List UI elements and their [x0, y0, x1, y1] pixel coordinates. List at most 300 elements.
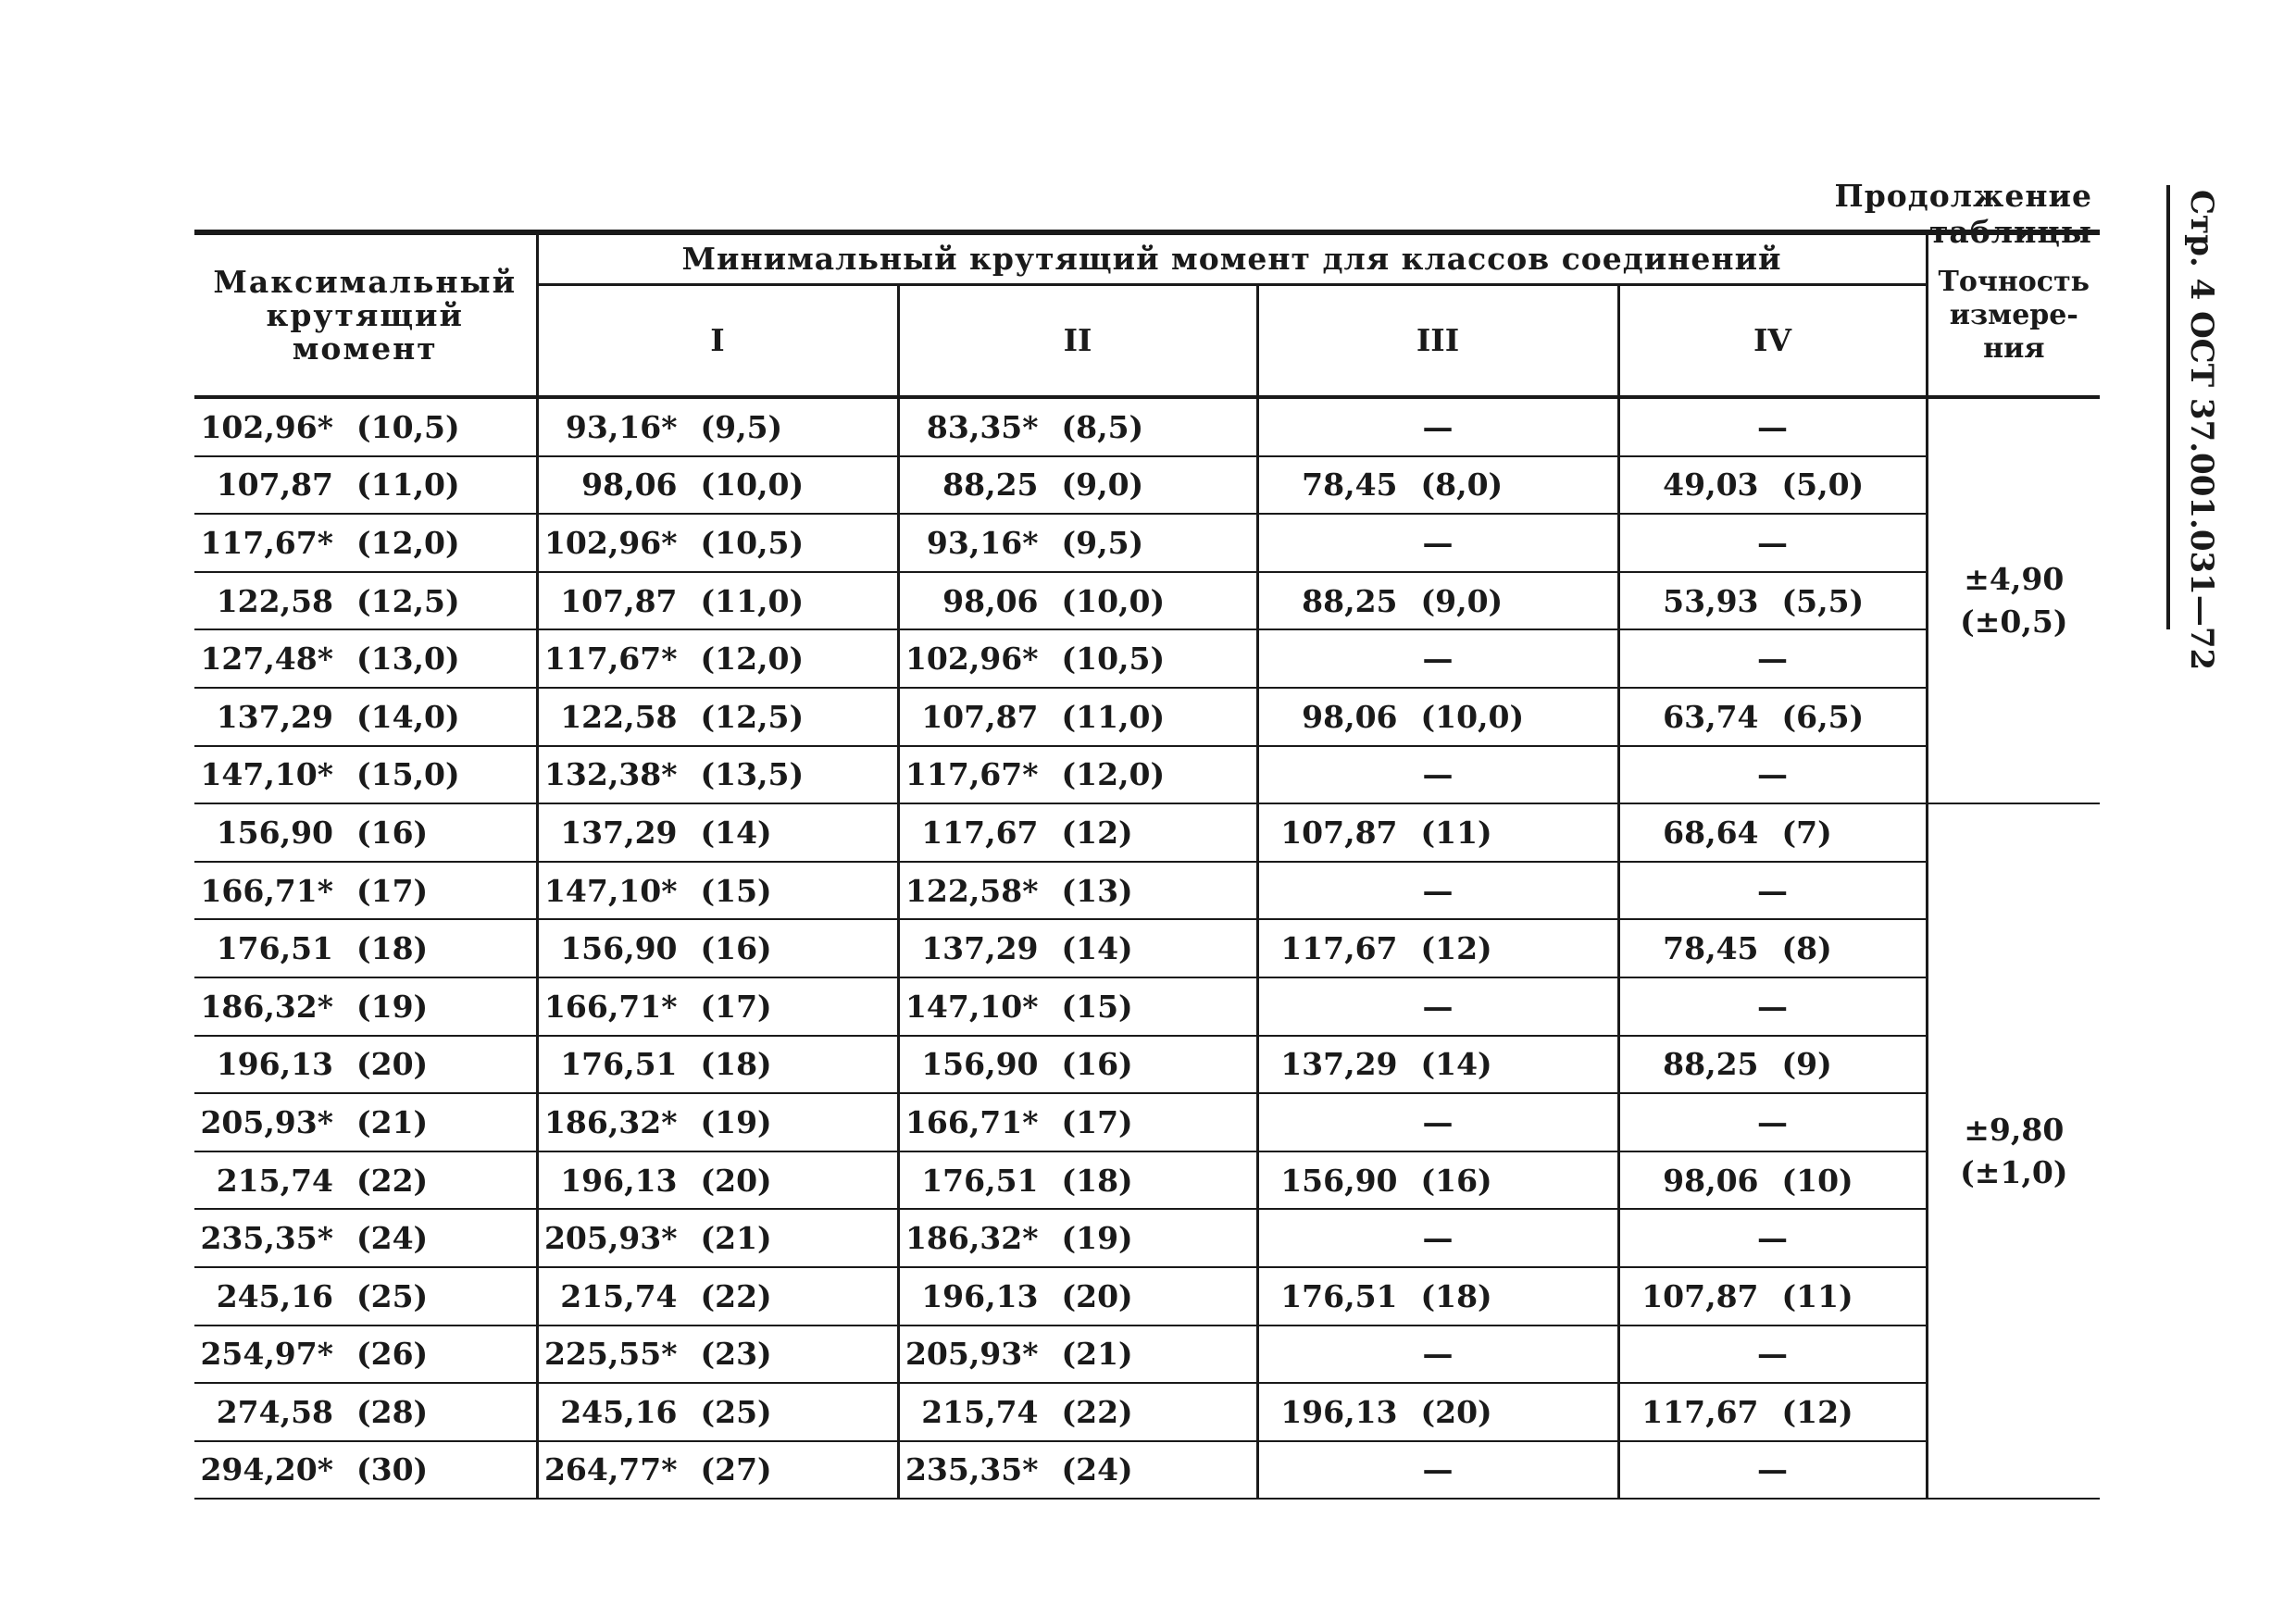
class-III-cell [1257, 1383, 1618, 1441]
kgf-meter-value: (23) [700, 1336, 772, 1373]
table-row [194, 1441, 2100, 1500]
value-pair [900, 699, 1256, 735]
newton-meter-value: 88,25 [942, 467, 1039, 504]
newton-meter-value: 215,74 [216, 1162, 333, 1199]
empty-dash: — [1422, 756, 1454, 793]
kgf-meter-value: (9) [1781, 1046, 1832, 1083]
value-pair [1259, 1046, 1617, 1082]
newton-meter-value: 93,16* [926, 524, 1039, 561]
class-II-cell [898, 1441, 1257, 1500]
value-pair [539, 641, 897, 677]
max-moment-cell [194, 688, 537, 746]
class-I-cell [537, 1151, 898, 1210]
newton-meter-value: 156,90 [216, 814, 333, 851]
newton-meter-value: 122,58 [216, 582, 333, 619]
value-pair [539, 1046, 897, 1082]
class-I-cell [537, 456, 898, 515]
class-II-cell [898, 1036, 1257, 1094]
newton-meter-value: 117,67 [1280, 930, 1398, 967]
class-III-cell [1257, 919, 1618, 977]
table-row [194, 803, 2100, 862]
table-row [194, 919, 2100, 977]
table-row [194, 746, 2100, 804]
value-pair [1620, 1163, 1926, 1199]
value-pair [539, 1278, 897, 1314]
class-II-cell [898, 977, 1257, 1036]
newton-meter-value: 107,87 [560, 582, 678, 619]
newton-meter-value: 49,03 [1663, 467, 1759, 504]
newton-meter-value: 196,13 [560, 1162, 678, 1199]
value-pair [1259, 699, 1617, 735]
kgf-meter-value: (18) [356, 930, 429, 967]
kgf-meter-value: (10,5) [356, 408, 460, 445]
class-I-cell [537, 1383, 898, 1441]
max-moment-cell [194, 1151, 537, 1210]
value-pair [194, 930, 536, 966]
value-pair [539, 930, 897, 966]
class-I-cell [537, 1326, 898, 1384]
newton-meter-value: 107,87 [921, 698, 1039, 735]
newton-meter-value: 127,48* [200, 641, 333, 678]
class-IV-cell [1618, 746, 1927, 804]
kgf-meter-value: (18) [700, 1046, 772, 1083]
kgf-meter-value: (5,0) [1781, 467, 1865, 504]
class-III-cell [1257, 746, 1618, 804]
value-pair [900, 1163, 1256, 1199]
class-III-cell [1257, 572, 1618, 630]
kgf-meter-value: (11) [1420, 814, 1492, 851]
kgf-meter-value: (10,5) [700, 524, 805, 561]
value-pair [539, 699, 897, 735]
kgf-meter-value: (22) [356, 1162, 429, 1199]
newton-meter-value: 78,45 [1663, 930, 1759, 967]
newton-meter-value: 166,71* [905, 1103, 1039, 1140]
kgf-meter-value: (25) [356, 1277, 429, 1314]
class-II-cell [898, 1326, 1257, 1384]
class-III-cell [1257, 1267, 1618, 1326]
class-III-cell [1257, 688, 1618, 746]
class-I-cell [537, 397, 898, 456]
newton-meter-value: 68,64 [1663, 814, 1759, 851]
value-pair [1259, 1278, 1617, 1314]
newton-meter-value: 176,51 [560, 1046, 678, 1083]
newton-meter-value: 294,20* [200, 1451, 333, 1488]
table-row [194, 977, 2100, 1036]
accuracy-cell [1927, 803, 2100, 1499]
newton-meter-value: 186,32* [200, 988, 333, 1025]
class-IV-cell [1618, 1383, 1927, 1441]
value-pair [539, 1394, 897, 1430]
max-moment-cell [194, 397, 537, 456]
value-pair [194, 1104, 536, 1140]
value-pair [1259, 1163, 1617, 1199]
class-III-cell [1257, 803, 1618, 862]
class-I-cell [537, 746, 898, 804]
kgf-meter-value: (16) [1061, 1046, 1133, 1083]
class-IV-cell [1618, 862, 1927, 920]
class-I-cell [537, 629, 898, 688]
value-pair [900, 1451, 1256, 1487]
table-row [194, 397, 2100, 456]
class-III-header: III [1257, 285, 1618, 398]
value-pair [539, 409, 897, 445]
value-pair [1259, 467, 1617, 503]
value-pair [539, 467, 897, 503]
class-III-cell [1257, 977, 1618, 1036]
newton-meter-value: 88,25 [1302, 582, 1398, 619]
value-pair [194, 1278, 536, 1314]
value-pair [900, 756, 1256, 792]
empty-dash: — [1757, 1103, 1789, 1140]
kgf-meter-value: (14) [1061, 930, 1133, 967]
max-moment-cell [194, 1326, 537, 1384]
newton-meter-value: 156,90 [560, 930, 678, 967]
value-pair [539, 1451, 897, 1487]
kgf-meter-value: (17) [1061, 1103, 1133, 1140]
kgf-meter-value: (15) [1061, 988, 1133, 1025]
newton-meter-value: 225,55* [543, 1336, 678, 1373]
class-IV-cell [1618, 1267, 1927, 1326]
accuracy-value: ±9,80 [1964, 1111, 2065, 1148]
max-moment-cell [194, 514, 537, 572]
value-pair [900, 409, 1256, 445]
value-pair [194, 1451, 536, 1487]
newton-meter-value: 215,74 [921, 1393, 1039, 1430]
min-moment-header: Минимальный крутящий момент для классов соединений [537, 232, 1927, 285]
class-IV-cell [1618, 629, 1927, 688]
kgf-meter-value: (15) [700, 872, 772, 909]
newton-meter-value: 245,16 [216, 1277, 333, 1314]
value-pair [194, 525, 536, 561]
value-pair [194, 1336, 536, 1372]
max-moment-cell [194, 977, 537, 1036]
kgf-meter-value: (19) [700, 1103, 772, 1140]
class-IV-cell [1618, 456, 1927, 515]
newton-meter-value: 102,96* [200, 408, 333, 445]
torque-table [194, 230, 2100, 1500]
newton-meter-value: 98,06 [581, 467, 678, 504]
value-pair [1259, 930, 1617, 966]
value-pair [539, 756, 897, 792]
class-III-cell [1257, 456, 1618, 515]
table-header-row-1 [194, 232, 2100, 285]
newton-meter-value: 137,29 [921, 930, 1039, 967]
class-I-cell [537, 1441, 898, 1500]
newton-meter-value: 166,71* [200, 872, 333, 909]
class-I-cell [537, 919, 898, 977]
table-row [194, 1383, 2100, 1441]
newton-meter-value: 156,90 [921, 1046, 1039, 1083]
newton-meter-value: 176,51 [921, 1162, 1039, 1199]
value-pair [1620, 1278, 1926, 1314]
newton-meter-value: 83,35* [926, 408, 1039, 445]
class-II-cell [898, 1383, 1257, 1441]
newton-meter-value: 102,96* [543, 524, 678, 561]
class-II-cell [898, 1151, 1257, 1210]
kgf-meter-value: (11,0) [700, 582, 805, 619]
table-row [194, 1209, 2100, 1267]
kgf-meter-value: (19) [1061, 1220, 1133, 1257]
class-III-cell [1257, 397, 1618, 456]
class-II-cell [898, 746, 1257, 804]
kgf-meter-value: (8,5) [1061, 408, 1144, 445]
newton-meter-value: 137,29 [216, 698, 333, 735]
class-III-cell [1257, 514, 1618, 572]
newton-meter-value: 196,13 [921, 1277, 1039, 1314]
table-row [194, 572, 2100, 630]
table-row [194, 1036, 2100, 1094]
class-IV-cell [1618, 514, 1927, 572]
max-moment-cell [194, 572, 537, 630]
kgf-meter-value: (22) [1061, 1393, 1133, 1430]
max-moment-cell [194, 1267, 537, 1326]
max-moment-cell [194, 1093, 537, 1151]
kgf-meter-value: (13) [1061, 872, 1133, 909]
empty-dash: — [1422, 872, 1454, 909]
class-II-cell [898, 514, 1257, 572]
kgf-meter-value: (21) [700, 1220, 772, 1257]
kgf-meter-value: (7) [1781, 814, 1832, 851]
newton-meter-value: 215,74 [560, 1277, 678, 1314]
kgf-meter-value: (12,5) [356, 582, 460, 619]
table-body [194, 397, 2100, 1499]
value-pair [194, 409, 536, 445]
accuracy-value: ±4,90 [1964, 561, 2065, 598]
value-pair [1620, 930, 1926, 966]
value-pair [1259, 1394, 1617, 1430]
kgf-meter-value: (24) [1061, 1451, 1133, 1488]
kgf-meter-value: (12,0) [356, 524, 460, 561]
class-II-header: II [898, 285, 1257, 398]
accuracy-header: Точность измере-ния [1927, 232, 2100, 397]
newton-meter-value: 93,16* [565, 408, 678, 445]
kgf-meter-value: (25) [700, 1393, 772, 1430]
kgf-meter-value: (20) [1061, 1277, 1133, 1314]
kgf-meter-value: (10,0) [1420, 698, 1525, 735]
empty-dash: — [1757, 756, 1789, 793]
value-pair [539, 815, 897, 851]
empty-dash: — [1757, 1451, 1789, 1488]
class-IV-cell [1618, 803, 1927, 862]
kgf-meter-value: (16) [1420, 1162, 1492, 1199]
newton-meter-value: 166,71* [543, 988, 678, 1025]
value-pair [194, 583, 536, 619]
newton-meter-value: 107,87 [216, 467, 333, 504]
value-pair [1620, 583, 1926, 619]
table-row [194, 862, 2100, 920]
class-II-cell [898, 862, 1257, 920]
newton-meter-value: 147,10* [543, 872, 678, 909]
kgf-meter-value: (30) [356, 1451, 429, 1488]
empty-dash: — [1422, 524, 1454, 561]
kgf-meter-value: (12,0) [1061, 756, 1166, 793]
value-pair [900, 1104, 1256, 1140]
kgf-meter-value: (10,0) [700, 467, 805, 504]
empty-dash: — [1422, 1451, 1454, 1488]
max-moment-cell [194, 456, 537, 515]
table-row [194, 1267, 2100, 1326]
kgf-meter-value: (11,0) [1061, 698, 1166, 735]
class-III-cell [1257, 1151, 1618, 1210]
kgf-meter-value: (21) [1061, 1336, 1133, 1373]
kgf-meter-value: (20) [700, 1162, 772, 1199]
value-pair [1620, 1046, 1926, 1082]
value-pair [194, 1046, 536, 1082]
empty-dash: — [1757, 524, 1789, 561]
class-I-cell [537, 572, 898, 630]
class-I-cell [537, 1209, 898, 1267]
value-pair [900, 1278, 1256, 1314]
kgf-meter-value: (6,5) [1781, 698, 1865, 735]
newton-meter-value: 245,16 [560, 1393, 678, 1430]
accuracy-cell [1927, 397, 2100, 803]
class-III-cell [1257, 629, 1618, 688]
value-pair [900, 641, 1256, 677]
class-III-cell [1257, 1209, 1618, 1267]
kgf-meter-value: (12,0) [700, 641, 805, 678]
max-moment-cell [194, 919, 537, 977]
newton-meter-value: 205,93* [543, 1220, 678, 1257]
value-pair [194, 641, 536, 677]
newton-meter-value: 205,93* [200, 1103, 333, 1140]
newton-meter-value: 88,25 [1663, 1046, 1759, 1083]
table-row [194, 688, 2100, 746]
value-pair [194, 989, 536, 1025]
value-pair [900, 1046, 1256, 1082]
value-pair [539, 873, 897, 909]
kgf-meter-value: (14) [700, 814, 772, 851]
kgf-meter-value: (17) [356, 872, 429, 909]
class-I-cell [537, 1267, 898, 1326]
value-pair [900, 1336, 1256, 1372]
newton-meter-value: 196,13 [216, 1046, 333, 1083]
newton-meter-value: 196,13 [1280, 1393, 1398, 1430]
max-moment-cell [194, 1209, 537, 1267]
kgf-meter-value: (10,0) [1061, 582, 1166, 619]
class-I-cell [537, 1093, 898, 1151]
kgf-meter-value: (28) [356, 1393, 429, 1430]
newton-meter-value: 205,93* [905, 1336, 1039, 1373]
newton-meter-value: 122,58 [560, 698, 678, 735]
value-pair [194, 467, 536, 503]
kgf-meter-value: (12) [1781, 1393, 1853, 1430]
table-row [194, 1151, 2100, 1210]
class-II-cell [898, 688, 1257, 746]
newton-meter-value: 63,74 [1663, 698, 1759, 735]
value-pair [1620, 1394, 1926, 1430]
newton-meter-value: 137,29 [1280, 1046, 1398, 1083]
class-IV-cell [1618, 1209, 1927, 1267]
kgf-meter-value: (9,5) [1061, 524, 1144, 561]
table-row [194, 629, 2100, 688]
value-pair [1259, 815, 1617, 851]
table-row [194, 1093, 2100, 1151]
empty-dash: — [1422, 1336, 1454, 1373]
empty-dash: — [1757, 408, 1789, 445]
class-I-cell [537, 862, 898, 920]
class-II-cell [898, 1209, 1257, 1267]
empty-dash: — [1422, 641, 1454, 678]
class-IV-cell [1618, 1093, 1927, 1151]
max-moment-cell [194, 1383, 537, 1441]
newton-meter-value: 156,90 [1280, 1162, 1398, 1199]
class-I-cell [537, 1036, 898, 1094]
kgf-meter-value: (20) [356, 1046, 429, 1083]
table-row [194, 514, 2100, 572]
kgf-meter-value: (12,5) [700, 698, 805, 735]
newton-meter-value: 98,06 [1302, 698, 1398, 735]
kgf-meter-value: (9,0) [1061, 467, 1144, 504]
value-pair [194, 1220, 536, 1256]
value-pair [539, 989, 897, 1025]
value-pair [539, 583, 897, 619]
max-moment-cell [194, 629, 537, 688]
value-pair [1620, 815, 1926, 851]
newton-meter-value: 254,97* [200, 1336, 333, 1373]
class-I-cell [537, 977, 898, 1036]
newton-meter-value: 102,96* [905, 641, 1039, 678]
newton-meter-value: 117,67* [543, 641, 678, 678]
value-pair [194, 1163, 536, 1199]
kgf-meter-value: (20) [1420, 1393, 1492, 1430]
kgf-meter-value: (5,5) [1781, 582, 1865, 619]
value-pair [194, 756, 536, 792]
empty-dash: — [1757, 988, 1789, 1025]
class-IV-cell [1618, 397, 1927, 456]
class-IV-cell [1618, 977, 1927, 1036]
empty-dash: — [1422, 1220, 1454, 1257]
class-III-cell [1257, 1326, 1618, 1384]
class-IV-cell [1618, 1151, 1927, 1210]
kgf-meter-value: (15,0) [356, 756, 460, 793]
newton-meter-value: 98,06 [1663, 1162, 1759, 1199]
accuracy-value-kgf: (±0,5) [1960, 604, 2068, 641]
class-II-cell [898, 397, 1257, 456]
kgf-meter-value: (24) [356, 1220, 429, 1257]
newton-meter-value: 53,93 [1663, 582, 1759, 619]
value-pair [1620, 467, 1926, 503]
kgf-meter-value: (13,5) [700, 756, 805, 793]
page-side-header: Стр. 4 ОСТ 37.001.031—72 [2183, 190, 2220, 671]
kgf-meter-value: (26) [356, 1336, 429, 1373]
kgf-meter-value: (21) [356, 1103, 429, 1140]
class-III-cell [1257, 1093, 1618, 1151]
value-pair [539, 1336, 897, 1372]
kgf-meter-value: (10,5) [1061, 641, 1166, 678]
class-II-cell [898, 803, 1257, 862]
newton-meter-value: 117,67* [905, 756, 1039, 793]
kgf-meter-value: (22) [700, 1277, 772, 1314]
newton-meter-value: 274,58 [216, 1393, 333, 1430]
class-III-cell [1257, 1036, 1618, 1094]
max-moment-cell [194, 1036, 537, 1094]
newton-meter-value: 147,10* [200, 756, 333, 793]
class-IV-cell [1618, 1326, 1927, 1384]
newton-meter-value: 176,51 [1280, 1277, 1398, 1314]
value-pair [900, 583, 1256, 619]
kgf-meter-value: (16) [356, 814, 429, 851]
kgf-meter-value: (16) [700, 930, 772, 967]
kgf-meter-value: (19) [356, 988, 429, 1025]
newton-meter-value: 186,32* [543, 1103, 678, 1140]
newton-meter-value: 78,45 [1302, 467, 1398, 504]
kgf-meter-value: (8) [1781, 930, 1832, 967]
kgf-meter-value: (18) [1420, 1277, 1492, 1314]
empty-dash: — [1422, 988, 1454, 1025]
max-moment-header: Максимальный крутящий момент [194, 232, 537, 397]
kgf-meter-value: (10) [1781, 1162, 1853, 1199]
kgf-meter-value: (13,0) [356, 641, 460, 678]
